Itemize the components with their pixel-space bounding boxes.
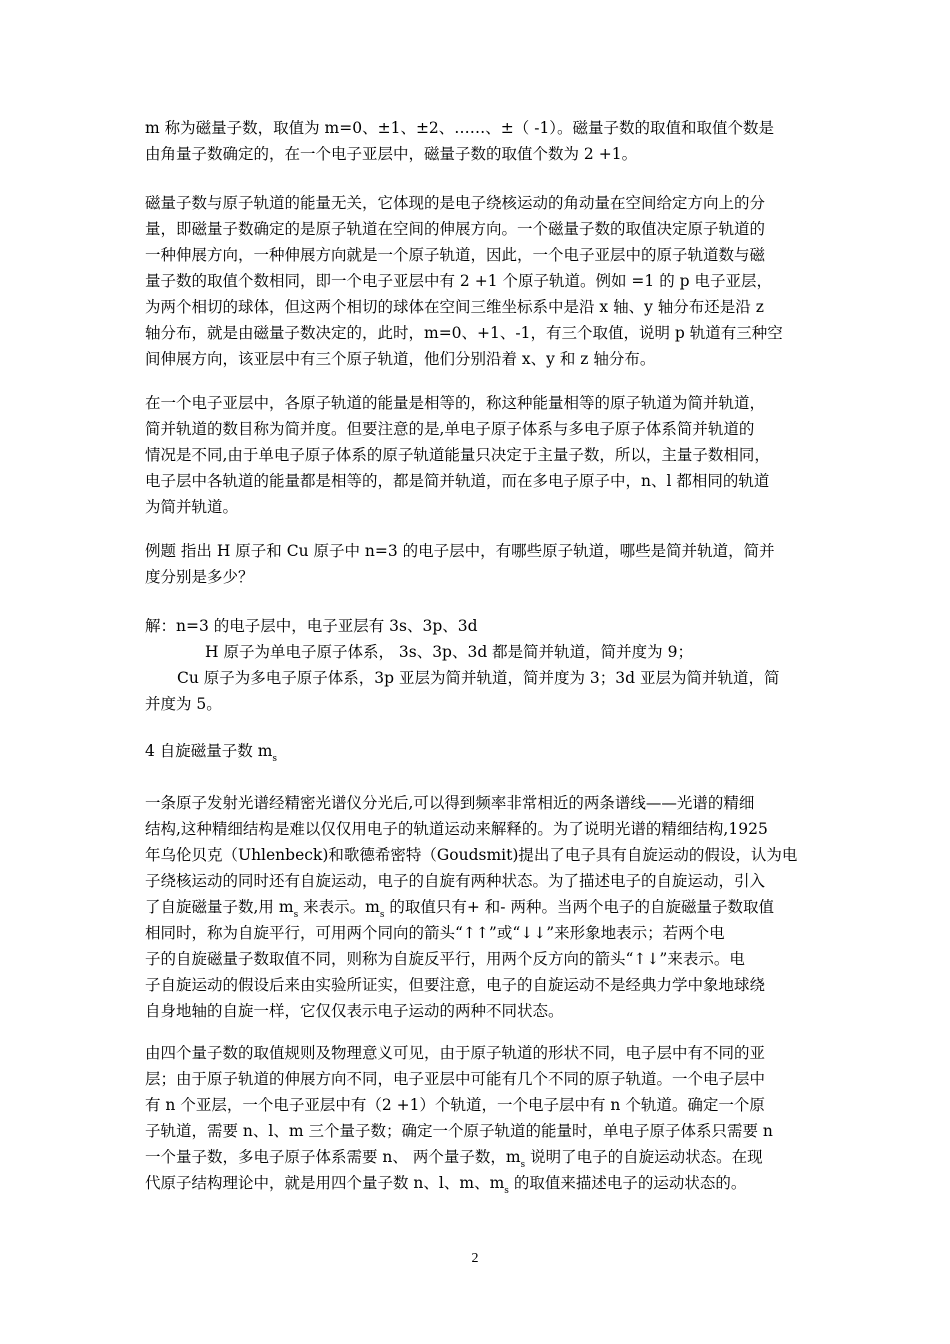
text-line: H 原子为单电子原子体系， 3s、3p、3d 都是简并轨道，简并度为 9； <box>205 643 693 661</box>
paragraph-degenerate-orbitals <box>145 390 809 520</box>
text-line: 量，即磁量子数确定的是原子轨道在空间的伸展方向。一个磁量子数的取值决定原子轨道的 <box>145 220 766 238</box>
text-line: 电子层中各轨道的能量都是相等的，都是简并轨道，而在多电子原子中，n、l 都相同的轨道 <box>145 472 770 490</box>
text-line: 并度为 5。 <box>145 695 222 713</box>
text-line: Cu 原子为多电子原子体系，3p 亚层为简并轨道，简并度为 3；3d 亚层为简并轨道，简 <box>177 669 780 687</box>
text-line: 由角量子数确定的，在一个电子亚层中，磁量子数的取值个数为 2 +1。 <box>145 145 638 163</box>
text-line: 子自旋运动的假设后来由实验所证实，但要注意，电子的自旋运动不是经典力学中象地球绕 <box>145 976 766 994</box>
text-line: 自身地轴的自旋一样，它仅仅表示电子运动的两种不同状态。 <box>145 1002 564 1020</box>
paragraph-four-quantum-numbers <box>145 1040 809 1196</box>
paragraph-solution <box>145 613 809 717</box>
subscript: s <box>379 910 385 920</box>
text-line: 有 n 个亚层，一个电子亚层中有（2 +1）个轨道，一个电子层中有 n 个轨道。确定一个原 <box>145 1096 765 1114</box>
text-line: 量子数的取值个数相同，即一个电子亚层中有 2 +1 个原子轨道。例如 =1 的 p 电子亚层， <box>145 272 772 290</box>
text-line: 子绕核运动的同时还有自旋运动，电子的自旋有两种状态。为了描述电子的自旋运动，引入 <box>145 872 766 890</box>
text-line: m 称为磁量子数，取值为 m=0、±1、±2、……、±（ -1）。磁量子数的取值和取值个数是 <box>145 119 775 137</box>
text-line: 一个量子数，多电子原子体系需要 n、 两个量子数，$m_s$ 说明了电子的自旋运动状态。在现 <box>145 1148 763 1170</box>
text-line: 在一个电子亚层中，各原子轨道的能量是相等的，称这种能量相等的原子轨道为简并轨道， <box>145 394 766 412</box>
subscript: s <box>293 910 299 920</box>
text-line: 层；由于原子轨道的伸展方向不同，电子亚层中可能有几个不同的原子轨道。一个电子层中 <box>145 1070 766 1088</box>
text-line: 子轨道，需要 n、l、m 三个量子数；确定一个原子轨道的能量时，单电子原子体系只需要 n <box>145 1122 773 1140</box>
paragraph-example-question <box>145 538 809 590</box>
subscript: s <box>504 1186 509 1196</box>
paragraph-magnetic-quantum-number <box>145 115 809 167</box>
subscript: s <box>520 1160 526 1170</box>
subscript: s <box>272 754 278 764</box>
text-line: 子的自旋磁量子数取值不同，则称为自旋反平行，用两个反方向的箭头“↑↓”来表示。电 <box>145 950 745 968</box>
text-line: 例题 指出 H 原子和 Cu 原子中 n=3 的电子层中，有哪些原子轨道，哪些是简并轨道，简并 <box>145 542 775 560</box>
paragraph-orbital-orientation <box>145 190 809 372</box>
text-line: 解：n=3 的电子层中，电子亚层有 3s、3p、3d <box>145 617 478 635</box>
paragraph-spin-explanation <box>145 790 809 1024</box>
text-line: 年乌伦贝克（Uhlenbeck)和歌德希密特（Goudsmit)提出了电子具有自旋运动的假设，认为电 <box>145 846 798 864</box>
text-line: 简并轨道的数目称为简并度。但要注意的是,单电子原子体系与多电子原子体系简并轨道的 <box>145 420 755 438</box>
text-line: 了自旋磁量子数,用 $m_s$ 来表示。$m_s$ 的取值只有+ 和- 两种。当两个电子的自旋磁量子数取值 <box>145 898 774 920</box>
text-line: 为简并轨道。 <box>145 498 239 516</box>
text-line: 轴分布，就是由磁量子数决定的，此时，m=0、+1、-1，有三个取值，说明 p 轨道有三种空 <box>145 324 783 342</box>
text-line: 相同时，称为自旋平行，可用两个同向的箭头“↑↑”或“↓↓”来形象地表示；若两个电 <box>145 924 725 942</box>
text-line: 代原子结构理论中，就是用四个量子数 n、l、m、$m_s$ 的取值来描述电子的运动状态的。 <box>145 1174 747 1196</box>
text-line: 为两个相切的球体，但这两个相切的球体在空间三维坐标系中是沿 x 轴、y 轴分布还是沿 z <box>145 298 764 316</box>
text-line: 结构,这种精细结构是难以仅仅用电子的轨道运动来解释的。为了说明光谱的精细结构,1925 <box>145 820 768 838</box>
page-number: 2 <box>471 1251 479 1266</box>
text-line: 一条原子发射光谱经精密光谱仪分光后,可以得到频率非常相近的两条谱线——光谱的精细 <box>145 794 755 812</box>
text-line: 由四个量子数的取值规则及物理意义可见，由于原子轨道的形状不同，电子层中有不同的亚 <box>145 1044 766 1062</box>
text-line: 间伸展方向，该亚层中有三个原子轨道，他们分别沿着 x、y 和 z 轴分布。 <box>145 350 656 368</box>
text-line: 一种伸展方向，一种伸展方向就是一个原子轨道，因此，一个电子亚层中的原子轨道数与磁 <box>145 246 766 264</box>
text-line: 度分别是多少？ <box>145 568 254 586</box>
text-line: 磁量子数与原子轨道的能量无关，它体现的是电子绕核运动的角动量在空间给定方向上的分 <box>145 194 766 212</box>
section-heading-spin-quantum-number <box>145 738 809 764</box>
heading-text: 4 自旋磁量子数 m <box>145 742 273 760</box>
text-line: 情况是不同,由于单电子原子体系的原子轨道能量只决定于主量子数，所以，主量子数相同， <box>145 446 770 464</box>
